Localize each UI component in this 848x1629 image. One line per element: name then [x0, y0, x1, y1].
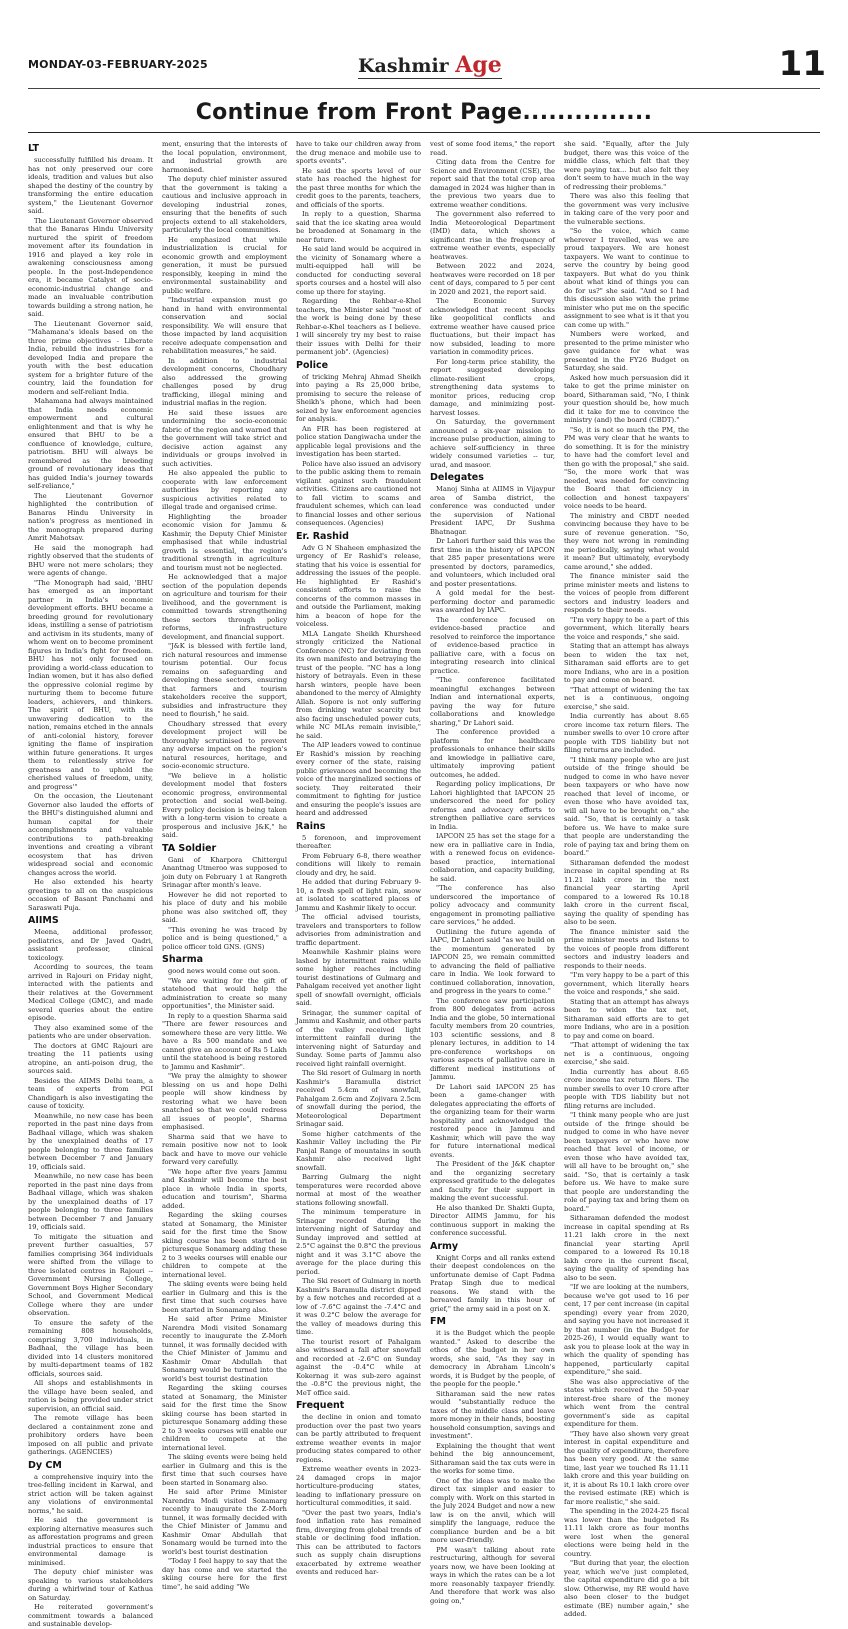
- masthead: [28, 0, 836, 94]
- article-heading: Frequent: [296, 1400, 345, 1411]
- article-paragraph: vest of some food items," the report read.: [430, 140, 555, 157]
- article-columns: [28, 140, 820, 1628]
- article-paragraph: The Ski resort of Gulmarg in north Kashmir's Baramulla district dipped by a few notches and recorded at a low of -7.6°C against the -7.4°C and it was 0.2°C below the average for the valley of meadows during this time.: [296, 1277, 421, 1336]
- article-heading: Dy CM: [28, 1459, 62, 1471]
- article-paragraph: The conference provided a platform for healthcare professionals to enhance their skills and knowledge in palliative care, ultimately improving patient outcomes, he added.: [430, 728, 555, 779]
- column-4: [430, 140, 555, 1605]
- article-paragraph: Highlighting the broader economic vision for Jammu & Kashmir, the Deputy Chief Minister emphasised that while industrial growth is essential, the region's traditional strength in agriculture and tourism must not be neglected.: [162, 512, 287, 572]
- article-heading: LT: [28, 143, 39, 154]
- article-paragraph: Citing data from the Centre for Science and Environment (CSE), the report said that the total crop area damaged in 2024 was higher than in the previous two years due to extreme weather conditions.: [430, 158, 555, 209]
- article-paragraph: Regarding the skiing courses stated at Sonamarg, the Minister said for the first time the Snow skiing course has been started in picturesque Sonamarg adding these 2 to 3 weeks courses will enable our children to compete at the international level.: [162, 1211, 287, 1279]
- article-paragraph: The conference focused on evidence-based practice and resolved to reinforce the importance of evidence-based practice in palliative care, with a focus on integrating research into clinical practice.: [430, 615, 555, 675]
- article-paragraph: Srinagar, the summer capital of Jammu and Kashmir, and other parts of the valley received light intermittent rainfall during the intervening night of Saturday and Sunday. Some parts of Jammu also received light rainfall overnight.: [296, 1008, 421, 1068]
- article-paragraph: The spending in the 2024-25 fiscal was lower than the budgeted Rs 11.11 lakh crore as four months were lost when the general elections were being held in the country.: [564, 1507, 689, 1558]
- article-paragraph: a comprehensive inquiry into the tree-felling incident in Karwal, and strict action will be taken against any violations of environmental norms," he said.: [28, 1472, 153, 1515]
- article-paragraph: Stating that an attempt has always been to widen the tax net, Sitharaman said efforts are to get more Indians, who are in a position to pay and come on board.: [564, 997, 689, 1040]
- column-3: [296, 140, 421, 1576]
- article-paragraph: "So, it is not so much the PM, the PM was very clear that he wants to do something. It is for the ministry to have had the comfort level and then go with the proposal," she said. "So, the more work that was needed, was needed for convincing the Board that efficiency in collection and honest taxpayers' voice needs to be heard.: [564, 425, 689, 510]
- article-paragraph: Choudhary stressed that every development project will be thoroughly scrutinised to prevent any adverse impact on the region's natural resources, heritage, and socio-economic structure.: [162, 719, 287, 770]
- article-heading: Army: [430, 1240, 459, 1252]
- article-paragraph: He acknowledged that a major section of the population depends on agriculture and tourism for their livelihood, and the government is committed towards strengthening these sectors through policy reforms, infrastructure development, and financial support.: [162, 573, 287, 641]
- article-paragraph: Meanwhile, no new case has been reported in the past nine days from Badhaal village, which was shaken by the unexplained deaths of 17 people belonging to three families between December 7 and January 19, officials said.: [28, 1172, 153, 1231]
- article-paragraph: "J&K is blessed with fertile land, rich natural resources and immense tourism potential. Our focus remains on safeguarding and developing these sectors, ensuring that farmers and tourism stakeholders receive the support, subsidies and infrastructure they need to flourish," he said.: [162, 642, 287, 718]
- article-paragraph: Sitharaman defended the modest increase in capital spending at Rs 11.21 lakh crore in the next financial year starting April compared to a lowered Rs 10.18 lakh crore in the current fiscal, saying the quality of spending has also to be seen.: [564, 1214, 689, 1282]
- article-paragraph: "They have also shown very great interest in capital expenditure and the quality of expenditure, therefore has been very good. At the same time, last year we touched Rs 11.11 lakh crore and this year building on it, it is about Rs 10.1 lakh crore over the revised estimate (RE) which is far more realistic," she said.: [564, 1429, 689, 1506]
- article-paragraph: "We pray the almighty to shower blessing on us and hope Delhi people will show kindness by restoring what we have been snatched so that we could redress all issues of people", Sharma emphasised.: [162, 1072, 287, 1131]
- article-paragraph: "But during that year, the election year, which we've just completed, the capital expenditure did go a bit slow. Otherwise, my RE would have also been closer to the budget estimate (BE) number again," she added.: [564, 1559, 689, 1618]
- issue-date: MONDAY-03-FEBRUARY-2025: [28, 58, 208, 71]
- article-paragraph: He also extended his hearty greetings to all on the auspicious occasion of Basant Panchami and Saraswati Puja.: [28, 878, 153, 912]
- article-paragraph: "This evening he was traced by police and is being questioned," a police officer told GNS. (GNS): [162, 925, 287, 951]
- article-paragraph: "If we are looking at the numbers, because we've got used to 16 per cent, 17 per cent increase (in capital spending) every year from 2020, and saying you have not increased it by that number (in the Budget for 2025-26), I would equally want to ask you to please look at the way in which the quality of spending has happened, particularly capital expenditure," she said.: [564, 1283, 689, 1376]
- article-heading: Sharma: [162, 954, 204, 965]
- article-paragraph: The official advised tourists, travelers and transporters to follow advisories from administration and traffic department.: [296, 913, 421, 947]
- article-paragraph: Besides the AIIMS Delhi team, a team of experts from PGI Chandigarh is also investigating the cause of toxicity.: [28, 1076, 153, 1110]
- article-paragraph: The deputy chief minister assured that the government is taking a cautious and inclusive approach in developing industrial zones, ensuring that the benefits of such projects extend to all stakeholders, particularly the local communities.: [162, 175, 287, 234]
- article-paragraph: He said land would be acquired in the vicinity of Sonamarg where a multi-equipped hall will be conducted for conducting several sports courses and a hostel will also come up there for staying.: [296, 245, 421, 296]
- column-5: [564, 140, 689, 1618]
- article-paragraph: "We are waiting for the gift of statehood that would help the administration to create so many opportunities", the Minister said.: [162, 976, 287, 1010]
- article-paragraph: she said. "Equally, after the July budget, there was this voice of the middle class, which felt that they were paying tax... but also felt they don't seem to have much in the way of redressing their problems.": [564, 140, 689, 191]
- article-paragraph: The deputy chief minister was speaking to various stakeholders during a whirlwind tour of Kathua on Saturday.: [28, 1568, 153, 1602]
- article-paragraph: have to take our children away from the drug menace and mobile use to sports events".: [296, 140, 421, 165]
- article-paragraph: He also thanked Dr. Shakti Gupta, Director AIIMS Jammu, for his continuous support in making the conference successful.: [430, 1203, 555, 1237]
- article-paragraph: In reply to a question, Sharma said that the ice skating area would be broadened at Sonamarg in the near future.: [296, 210, 421, 244]
- article-paragraph: The doctors at GMC Rajouri are treating the 11 patients using atropine, an anti-poison drug, the sources said.: [28, 1041, 153, 1075]
- article-paragraph: An FIR has been registered at police station Dangiwacha under the applicable legal provisions and the investigation has been started.: [296, 424, 421, 458]
- article-paragraph: good news would come out soon.: [168, 967, 281, 975]
- article-paragraph: of tricking Mehraj Ahmad Sheikh into paying a Rs 25,000 bribe, promising to secure the release of Sheikh's phone, which had been seized by law enforcement agencies for analysis.: [296, 372, 421, 423]
- article-paragraph: Outlining the future agenda of IAPC, Dr Lahori said "as we build on the momentum generated by IAPCON 25, we remain committed to advancing the field of palliative care in India. We look forward to continued collaboration, innovation, and progress in the years to come.": [430, 927, 555, 995]
- banner-divider: [28, 132, 820, 133]
- article-heading: FM: [430, 1316, 446, 1327]
- article-paragraph: Regarding the skiing courses stated at Sonamarg, the Minister said for the first time the Snow skiing course has been started in picturesque Sonamarg adding these 2 to 3 weeks courses will enable our children to compete at the international level.: [162, 1384, 287, 1452]
- article-heading: AIIMS: [28, 915, 59, 926]
- article-paragraph: On Saturday, the government announced a six-year mission to increase pulse production, aiming to achieve self-sufficiency in three widely consumed varieties -- tur, urad, and masoor.: [430, 418, 555, 469]
- article-paragraph: "That attempt of widening the tax net is a continuous, ongoing exercise," she said.: [564, 685, 689, 711]
- article-paragraph: Mahamana had always maintained that India needs economic empowerment and cultural enlightenment and that is why he ensured that BHU to be a confluence of knowledge, culture, patriotism. BHU will always be remembered as the breeding ground of revolutionary ideas that has guided India's journey towards self-reliance,": [28, 397, 153, 490]
- article-paragraph: "I'm very happy to be a part of this government, which literally hears the voice and responds," she said.: [564, 971, 689, 996]
- article-paragraph: PM wasn't talking about rate restructuring, although for several years now, we have been looking at ways in which the rates can be a lot more reasonably taxpayer friendly. And therefore that work was also going on,": [430, 1545, 555, 1605]
- article-paragraph: Sitharaman defended the modest increase in capital spending at Rs 11.21 lakh crore in the next financial year starting April compared to a lowered Rs 10.18 lakh crore in the current fiscal, saying the quality of spending has also to be seen.: [564, 858, 689, 926]
- article-paragraph: Regarding policy implications, Dr Lahori highlighted that IAPCON 25 underscored the need for policy reforms and advocacy efforts to strengthen palliative care services in India.: [430, 780, 555, 831]
- article-paragraph: The Lieutenant Governor observed that the Banaras Hindu University nurtured the spirit of freedom movement after its foundation in 1916 and played a key role in awakening consciousness among people. In the post-Independence era, it became Catalyst of socio-economic-industrial change and made an invaluable contribution towards building a strong nation, he said.: [28, 216, 153, 318]
- article-paragraph: According to sources, the team arrived in Rajouri on Friday night, interacted with the patients and their relatives at the Government Medical College (GMC), and made several queries about the entire episode.: [28, 963, 153, 1022]
- article-paragraph: ment, ensuring that the interests of the local population, environment, and industrial growth are harmonised.: [162, 140, 287, 174]
- article-paragraph: "Industrial expansion must go hand in hand with environmental conservation and social responsibility. We will ensure that those impacted by land acquisition receive adequate compensation and rehabilitation measures," he said.: [162, 296, 287, 355]
- article-paragraph: The Ski resort of Gulmarg in north Kashmir's Baramulla district received 5.4cm of snowfall, Pahalgam 2.6cm and Zojivara 2.5cm of snowfall during the period, the Meteorological Department Srinagar said.: [296, 1069, 421, 1128]
- article-heading: Rains: [296, 820, 326, 832]
- article-paragraph: To mitigate the situation and prevent further casualties, 57 families comprising 364 individuals were shifted from the village to three isolated centres in Rajouri -- Government Nursing College, Government Boys Higher Secondary School, and Government Medical College where they are under observation.: [28, 1232, 153, 1317]
- article-paragraph: Adv G N Shaheen emphasized the urgency of Er Rashid's release, stating that his voice is essential for addressing the issues of the people. He highlighted Er Rashid's consistent efforts to raise the concerns of the common masses in and outside the Parliament, making him a beacon of hope for the voiceless.: [296, 543, 421, 628]
- article-heading: TA Soldier: [162, 842, 217, 854]
- article-paragraph: He said these issues are undermining the socio-economic fabric of the region and warned that the government will take strict and decisive action against any individuals or groups involved in such activities.: [162, 408, 287, 468]
- article-paragraph: it is the Budget which the people wanted." Asked to describe the ethos of the budget in her own words, she said, "As they say in democracy in Abraham Lincoln's words, it is Budget by the people, of the people for the people.": [430, 1329, 555, 1388]
- column-2: [162, 140, 287, 1591]
- article-paragraph: A gold medal for the best-performing doctor and paramedic was awarded by IAPC.: [430, 589, 555, 614]
- article-paragraph: He said the government is exploring alternative measures such as afforestation programs and green industrial practices to ensure that environmental damage is minimised.: [28, 1516, 153, 1567]
- article-paragraph: "We hope after five years Jammu and Kashmir will become the best place in whole India in sports, education and tourism", Sharma added.: [162, 1167, 287, 1210]
- article-paragraph: The finance minister said the prime minister meets and listens to the voices of people from different sectors and industry leaders and responds to their needs.: [564, 927, 689, 970]
- article-paragraph: In addition to industrial development concerns, Choudhary also addressed the growing challenges posed by drug trafficking, illegal mining and industrial mafias in the region.: [162, 356, 287, 407]
- article-paragraph: "The conference has also underscored the importance of policy advocacy and community engagement in promoting palliative care services," he added.: [430, 884, 555, 926]
- logo-main-text: Kashmir: [358, 55, 456, 77]
- article-paragraph: Sitharaman said the new rates would "substantially reduce the taxes of the middle class and leave more money in their hands, boosting household consumption, savings and investment".: [430, 1389, 555, 1440]
- article-paragraph: The Lieutenant Governor highlighted the contribution of Banaras Hindu University in nation's progress as mentioned in the monograph prepared during Amrit Mahotsav.: [28, 491, 153, 542]
- article-paragraph: Between 2022 and 2024, heatwaves were recorded on 18 per cent of days, compared to 5 per cent in 2020 and 2021, the report said.: [430, 262, 555, 296]
- article-heading: Delegates: [430, 472, 484, 483]
- article-paragraph: The skiing events were being held earlier in Gulmarg and this is the first time that such courses have been started in Sonamarg also.: [162, 1453, 287, 1487]
- article-paragraph: The government also referred to India Meteorological Department (IMD) data, which shows a significant rise in the frequency of extreme weather events, especially heatwaves.: [430, 210, 555, 261]
- article-paragraph: Dr Lahori said IAPCON 25 has been a game-changer with delegates appreciating the efforts of the organizing team for their warm hospitality and acknowledged the restored peace in Jammu and Kashmir, which will pave the way for future international medical events.: [430, 1082, 555, 1159]
- article-paragraph: There was also this feeling that the government was very inclusive in taking care of the very poor and the vulnerable sections.: [564, 192, 689, 226]
- article-paragraph: The tourist resort of Pahalgam also witnessed a fall after snowfall and recorded at -2.6°C on Sunday against the -0.4°C while at Kokernag it was sub-zero against the -0.8°C the previous night, the MeT office said.: [296, 1337, 421, 1397]
- article-paragraph: The conference saw participation from 800 delegates from across India and the globe, 50 international faculty members from 20 countries, 103 scientific sessions, and 8 plenary lectures, in addition to 14 pre-conference workshops on various aspects of palliative care in different medical institutions of Jammu.: [430, 996, 555, 1081]
- article-paragraph: The finance minister said the prime minister meets and listens to the voices of people from different sectors and industry leaders and responds to their needs.: [564, 572, 689, 614]
- article-paragraph: The Economic Survey acknowledged that recent shocks like geopolitical conflicts and extreme weather have caused price fluctuations, but their impact has now subsided, leading to more variation in commodity prices.: [430, 297, 555, 356]
- article-paragraph: Meanwhile, no new case has been reported in the past nine days from Badhaal village, which was shaken by the unexplained deaths of 17 people belonging to three families between December 7 and January 19, officials said.: [28, 1111, 153, 1171]
- article-paragraph: Meena, additional professor, pediatrics, and Dr Javed Qadri, assistant professor, clinical toxicology.: [28, 928, 153, 962]
- article-paragraph: However he did not reported to his place of duty and his mobile phone was also switched off, they said.: [162, 890, 287, 924]
- article-paragraph: For long-term price stability, the report suggested developing climate-resilient crops, strengthening data systems to monitor prices, reducing crop damage, and minimizing post-harvest losses.: [430, 357, 555, 417]
- article-paragraph: Stating that an attempt has always been to widen the tax net, Sitharaman said efforts are to get more Indians, who are in a position to pay and come on board.: [564, 642, 689, 684]
- article-paragraph: "I'm very happy to be a part of this government, which literally hears the voice and responds," she said.: [564, 615, 689, 641]
- article-paragraph: The President of the J&K chapter and the organizing secretary expressed gratitude to the delegates and faculty for their support in making the event successful.: [430, 1160, 555, 1202]
- article-paragraph: "So the voice, which came wherever I travelled, was we are proud taxpayers. We are honest taxpayers. We want to continue to serve the country by being good taxpayers. But what do you think about what kind of things you can do for us?" she said. "And so I had this discussion also with the prime minister who put me on the specific assignment to see what is it that you can come up with.": [564, 227, 689, 329]
- column-1: [28, 140, 153, 1628]
- logo-accent-text: Age: [455, 52, 502, 78]
- article-paragraph: Barring Gulmarg the night temperatures were recorded above normal at most of the weather stations following snowfall.: [296, 1173, 421, 1207]
- section-banner: Continue from Front Page...............: [195, 100, 653, 125]
- article-paragraph: the decline in onion and tomato production over the past two years can be partly attributed to frequent extreme weather events in major producing states compared to other regions.: [296, 1413, 421, 1464]
- article-paragraph: Sharma said that we have to remain positive now not to look back and have to move our vehicle forward very carefully.: [162, 1132, 287, 1166]
- article-paragraph: Knight Corps and all ranks extend their deepest condolences on the unfortunate demise of Capt Padma Pratap Singh due to medical reasons. We stand with the bereaved family in this hour of grief," the army said in a post on X.: [430, 1253, 555, 1313]
- article-paragraph: Meanwhile Kashmir plains were lashed by intermittent rains while some higher reaches including tourist destinations of Gulmarg and Pahalgam received yet another light spell of snowfall overnight, officials said.: [296, 948, 421, 1007]
- newspaper-logo: [358, 52, 502, 78]
- article-paragraph: All shops and establishments in the village have been sealed, and ration is being provided under strict supervision, an official said.: [28, 1379, 153, 1413]
- article-paragraph: "The conference facilitated meaningful exchanges between Indian and international experts, paving the way for future collaborations and knowledge sharing," Dr Lahori said.: [430, 676, 555, 727]
- article-paragraph: "I think many people who are just outside of the fringe should be nudged to come in who have never been taxpayers or who have now reached that level of income, or even those who have avoided tax, will all have to be brought on," she said. "So, that is certainly a task before us. We have to make sure that people are understanding the role of paying tax and bring them on board.": [564, 755, 689, 857]
- article-paragraph: Some higher catchments of the Kashmir Valley including the Pir Panjal Range of mountains in south Kashmir also received light snowfall.: [296, 1129, 421, 1172]
- article-paragraph: Gani of Kharpora Chittergul Anantnag Utmeroo was supposed to join duty on February 1 at Rangreth Srinagar after month's leave.: [162, 855, 287, 889]
- article-paragraph: Dr Lahori further said this was the first time in the history of IAPCON that 285 paper presentations were presented by doctors, paramedics, and volunteers, which included oral and poster presentations.: [430, 537, 555, 588]
- article-paragraph: He reiterated government's commitment towards a balanced and sustainable develop-: [28, 1603, 153, 1628]
- article-paragraph: The minimum temperature in Srinagar recorded during the intervening night of Saturday and Sunday improved and settled at 2.5°C against the 0.8°C the previous night and it was 3.1°C above the average for the place during this period.: [296, 1208, 421, 1276]
- article-paragraph: The ministry and CBDT needed convincing because they have to be sure of revenue generation. "So, they were not wrong in reminding me periodically, saying what would it mean? But ultimately, everybody came around," she added.: [564, 511, 689, 571]
- article-paragraph: The skiing events were being held earlier in Gulmarg and this is the first time that such courses have been started in Sonamarg also.: [162, 1280, 287, 1314]
- masthead-divider: [28, 88, 820, 89]
- article-paragraph: 5 forenoon, and improvement thereafter.: [296, 833, 421, 850]
- article-paragraph: He said the monograph had rightly observed that the students of BHU were not mere scholars; they were agents of change.: [28, 543, 153, 577]
- article-paragraph: He added that during February 9-10, a fresh spell of light rain, snow at isolated to scattered places of Jammu and Kashmir likely to occur.: [296, 878, 421, 912]
- article-paragraph: "Today I feel happy to say that the day has come and we started the skiing course here for the first time", he said adding "We: [162, 1557, 287, 1591]
- article-paragraph: India currently has about 8.65 crore income tax return filers. The number swells to over 10 crore after people with TDS liability but not filing returns are included.: [564, 1067, 689, 1110]
- article-paragraph: "We believe in a holistic development model that fosters economic progress, environmental protection and social well-being. Every policy decision is being taken with a long-term vision to create a prosperous and inclusive J&K," he said.: [162, 771, 287, 839]
- article-paragraph: IAPCON 25 has set the stage for a new era in palliative care in India, with a renewed focus on evidence-based practice, international collaboration, and capacity building, he said.: [430, 832, 555, 883]
- article-paragraph: Explaining the thought that went behind the big announcement, Sitharaman said the tax cuts were in the works for some time.: [430, 1441, 555, 1475]
- article-paragraph: On the occasion, the Lieutenant Governor also lauded the efforts of the BHU's distinguished alumni and human capital for their accomplishments and valuable contributions to path-breaking inventions and creating a vibrant ecosystem that has driven widespread social and economic changes across the world.: [28, 792, 153, 877]
- article-heading: Police: [296, 359, 329, 371]
- article-paragraph: Regarding the Rehbar-e-Khel teachers, the Minister said "most of the work is being done by these Rehbar-e-Khel teachers as I believe. I will sincerely try my best to raise their issues with Delhi for their permanent job". (Agencies): [296, 297, 421, 356]
- article-paragraph: "That attempt of widening the tax net is a continuous, ongoing exercise," she said.: [564, 1041, 689, 1066]
- article-paragraph: He emphasized that while industrialization is crucial for economic growth and employment generation, it must be pursued responsibly, keeping in mind the environmental sustainability and public welfare.: [162, 235, 287, 295]
- article-paragraph: He said the sports level of our state has reached the highest for the past three months for which the credit goes to the parents, teachers, and officials of the sports.: [296, 166, 421, 209]
- article-paragraph: One of the ideas was to make the direct tax simpler and easier to comply with. Work on this started in the July 2024 Budget and now a new law is on the anvil, which will simplify the language, reduce the compliance burden and be a bit more user-friendly.: [430, 1476, 555, 1544]
- article-paragraph: "I think many people who are just outside of the fringe should be nudged to come in who have never been taxpayers or who have now reached that level of income, or even those who have avoided tax, will all have to be brought on," she said. "So, that is certainly a task before us. We have to make sure that people are understanding the role of paying tax and bring them on board.": [564, 1111, 689, 1213]
- article-paragraph: The remote village has been declared a containment zone and prohibitory orders have been imposed on all public and private gatherings. (AGENCIES): [28, 1414, 153, 1456]
- article-paragraph: To ensure the safety of the remaining 808 households, comprising 3,700 individuals, in Badhaal, the village has been divided into 14 clusters monitored by multi-department teams of 182 officials, sources said.: [28, 1318, 153, 1378]
- logo-underline: [358, 78, 502, 79]
- article-paragraph: Asked how much persuasion did it take to get the prime minister on board, Sitharaman said, "No, I think your question should be, how much did it take for me to convince the ministry (and) the board (CBDT).": [564, 373, 689, 424]
- article-paragraph: "Over the past two years, India's food inflation rate has remained firm, diverging from global trends of stable or declining food inflation. This can be attributed to factors such as supply chain disruptions exacerbated by extreme weather events and reduced har-: [296, 1508, 421, 1576]
- article-paragraph: "The Monograph had said, 'BHU has emerged as an important partner in India's economic development efforts. BHU became a breeding ground for revolutionary ideas, instilling a sense of patriotism and activism in its students, many of whom went on to become prominent figures in India's fight for freedom. BHU has not only focused on providing a world-class education to Indian women, but it has also defied the oppressive colonial regime by nurturing them to become future leaders, achievers, and thinkers. The spirit of BHU, with its unwavering dedication to the nation, remains etched in the annals of anti-colonial history, forever igniting the flame of inspiration within future generations. It urges them to relentlessly strive for greatness and to uphold the cherished values of freedom, unity, and progress'": [28, 578, 153, 791]
- article-paragraph: successfully fulfilled his dream. It has not only preserved our core ideals, tradition and values but also shaped the destiny of the country by transforming the entire education system," the Lieutenant Governor said.: [28, 156, 153, 215]
- article-paragraph: MLA Langate Sheikh Khursheed strongly criticized the National Conference (NC) for deviating from its own manifesto and betraying the trust of the people. "NC has a long history of betrayals. Even in these harsh winters, people have been abandoned to the mercy of Almighty Allah. Sopore is not only suffering from drinking water scarcity but also facing unscheduled power cuts, while NC MLAs remain invisible," he said.: [296, 629, 421, 740]
- article-heading: Er. Rashid: [296, 530, 349, 542]
- article-paragraph: They also examined some of the patients who are under observation.: [28, 1023, 153, 1040]
- article-paragraph: Numbers were worked, and presented to the prime minister who gave guidance for what was presented in the FY26 Budget on Saturday, she said.: [564, 330, 689, 372]
- article-paragraph: From February 6-8, there weather conditions will likely to remain cloudy and dry, he said.: [296, 851, 421, 877]
- article-paragraph: He also appealed the public to cooperate with law enforcement authorities by reporting any suspicious activities related to illegal trade and organised crime.: [162, 469, 287, 511]
- article-paragraph: Manoj Sinha at AIIMS in Vijaypur area of Samba district, the conference was conducted under the supervision of National President IAPC, Dr Sushma Bhatnagar.: [430, 485, 555, 536]
- article-paragraph: He said after Prime Minister Narendra Modi visited Sonamarg recently to inaugurate the Z-Morh tunnel, it was formally decided with the Chief Minister of Jammu and Kashmir Omar Abdullah that Sonamarg would be turned into the world's best tourist destination: [162, 1315, 287, 1383]
- article-paragraph: In reply to a question Sharma said "There are fewer resources and somewhere these are very little. We have a Rs 500 mandate and we cannot give an account of Rs 5 Lakh until the statehood is being restored to Jammu and Kashmir".: [162, 1011, 287, 1071]
- article-paragraph: India currently has about 8.65 crore income tax return filers. The number swells to over 10 crore after people with TDS liability but not filing returns are included.: [564, 712, 689, 754]
- article-paragraph: Extreme weather events in 2023-24 damaged crops in major horticulture-producing states, leading to inflationary pressure on horticultural commodities, it said.: [296, 1465, 421, 1507]
- page-number: 11: [778, 44, 826, 84]
- article-paragraph: Police have also issued an advisory to the public asking them to remain vigilant against such fraudulent activities. Citizens are cautioned not to fall victim to scams and fraudulent schemes, which can lead to financial losses and other serious consequences. (Agencies): [296, 459, 421, 527]
- article-paragraph: The AIP leaders vowed to continue Er Rashid's mission by reaching every corner of the state, raising public grievances and becoming the voice of the marginalized sections of society. They reiterated their commitment to fighting for justice and ensuring the people's issues are heard and addressed: [296, 741, 421, 817]
- article-paragraph: The Lieutenant Governor said, "Mahamana's ideals based on the three prime objectives - Liberate India, rebuild the industries for a developed India and prepare the youth with the best education system for a brighter future of the country, laid the foundation for modern and self-reliant India.: [28, 319, 153, 396]
- article-paragraph: He said after Prime Minister Narendra Modi visited Sonamarg recently to inaugurate the Z-Morh tunnel, it was formally decided with the Chief Minister of Jammu and Kashmir Omar Abdullah that Sonamarg would be turned into the world's best tourist destination: [162, 1488, 287, 1556]
- article-paragraph: She was also appreciative of the states which received the 50-year interest-free share of the money which went from the central government's side as capital expenditure for them.: [564, 1377, 689, 1428]
